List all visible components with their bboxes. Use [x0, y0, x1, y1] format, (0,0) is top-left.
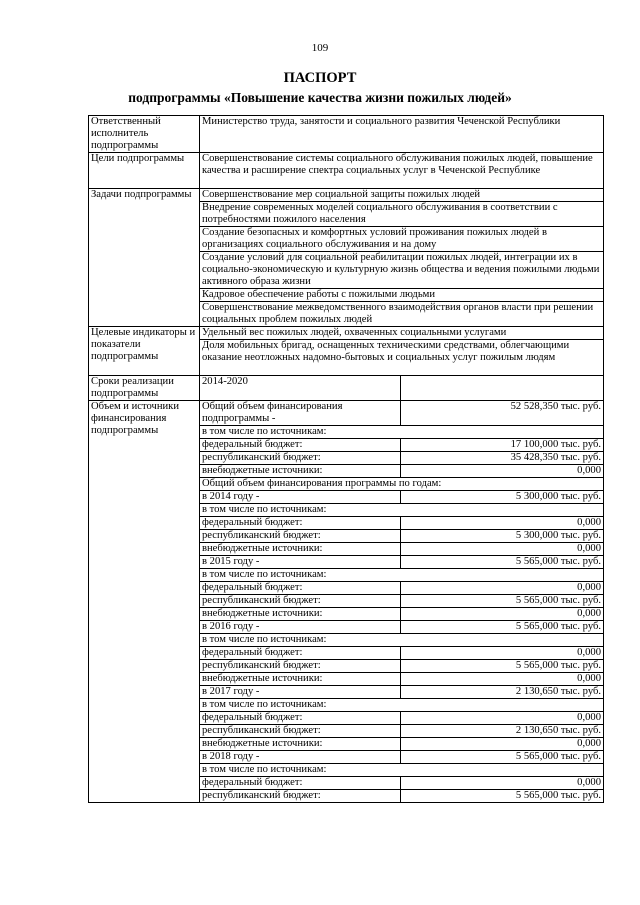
by-sources-label: в том числе по источникам: [200, 764, 604, 777]
year-total: 5 300,000 тыс. руб. [401, 491, 604, 504]
responsible-value: Министерство труда, занятости и социального развития Чеченской Республики [200, 116, 604, 153]
task-item: Создание условий для социальной реабилитации пожилых людей, интеграции их в социально-экономическую и культурную жизнь общества и ведения пожилыми людьми активного образа жизни [200, 252, 604, 289]
offbudget-label: внебюджетные источники: [200, 673, 401, 686]
offbudget-label: внебюджетные источники: [200, 608, 401, 621]
table-row [89, 153, 604, 189]
year-republic: 5 565,000 тыс. руб. [401, 660, 604, 673]
year-federal: 0,000 [401, 777, 604, 790]
task-item: Кадровое обеспечение работы с пожилыми людьми [200, 289, 604, 302]
offbudget-value: 0,000 [401, 465, 604, 478]
table-row [89, 189, 604, 202]
task-item: Создание безопасных и комфортных условий проживания пожилых людей в организациях социального обслуживания и на дому [200, 227, 604, 252]
indicator-item: Удельный вес пожилых людей, охваченных социальными услугами [200, 327, 604, 340]
republic-label: республиканский бюджет: [200, 790, 401, 803]
year-federal: 0,000 [401, 517, 604, 530]
funding-total-label: Общий объем финансирования подпрограммы - [200, 401, 401, 426]
year-republic: 5 565,000 тыс. руб. [401, 595, 604, 608]
terms-empty [401, 376, 604, 401]
offbudget-label: внебюджетные источники: [200, 543, 401, 556]
year-total: 5 565,000 тыс. руб. [401, 556, 604, 569]
year-total: 2 130,650 тыс. руб. [401, 686, 604, 699]
by-sources-label: в том числе по источникам: [200, 634, 604, 647]
by-sources-label: в том числе по источникам: [200, 504, 604, 517]
responsible-label: Ответственный исполнитель подпрограммы [89, 116, 200, 153]
passport-table [88, 115, 604, 803]
year-federal: 0,000 [401, 712, 604, 725]
table-row [89, 401, 604, 426]
federal-label: федеральный бюджет: [200, 777, 401, 790]
year-republic: 2 130,650 тыс. руб. [401, 725, 604, 738]
federal-value: 17 100,000 тыс. руб. [401, 439, 604, 452]
task-item: Совершенствование межведомственного взаимодействия органов власти при решении социальных проблем пожилых людей [200, 302, 604, 327]
federal-label: федеральный бюджет: [200, 712, 401, 725]
document-title: ПАСПОРТ [283, 70, 357, 86]
by-sources-label: в том числе по источникам: [200, 426, 604, 439]
document-subtitle: подпрограммы «Повышение качества жизни пожилых людей» [128, 90, 512, 105]
year-total: 5 565,000 тыс. руб. [401, 751, 604, 764]
federal-label: федеральный бюджет: [200, 582, 401, 595]
indicator-item: Доля мобильных бригад, оснащенных техническими средствами, облегчающими оказание неотложных надомно-бытовых и социальных услуг пожилым людям [200, 340, 604, 376]
year-republic: 5 300,000 тыс. руб. [401, 530, 604, 543]
federal-label: федеральный бюджет: [200, 517, 401, 530]
year-republic: 5 565,000 тыс. руб. [401, 790, 604, 803]
funding-total-value: 52 528,350 тыс. руб. [401, 401, 604, 426]
table-row [89, 116, 604, 153]
task-item: Совершенствование мер социальной защиты пожилых людей [200, 189, 604, 202]
republic-label: республиканский бюджет: [200, 660, 401, 673]
republic-label: республиканский бюджет: [200, 595, 401, 608]
table-row [89, 376, 604, 401]
year-label: в 2015 году - [200, 556, 401, 569]
offbudget-label: внебюджетные источники: [200, 738, 401, 751]
year-label: в 2014 году - [200, 491, 401, 504]
republic-label: республиканский бюджет: [200, 725, 401, 738]
funding-label: Объем и источники финансирования подпрограммы [89, 401, 200, 803]
by-sources-label: в том числе по источникам: [200, 569, 604, 582]
goals-label: Цели подпрограммы [89, 153, 200, 189]
year-label: в 2018 году - [200, 751, 401, 764]
terms-label: Сроки реализации подпрограммы [89, 376, 200, 401]
year-federal: 0,000 [401, 647, 604, 660]
page-number: 109 [311, 42, 329, 54]
goals-value: Совершенствование системы социального обслуживания пожилых людей, повышение качества и расширение спектра социальных услуг в Чеченской Республике [200, 153, 604, 189]
federal-label: федеральный бюджет: [200, 439, 401, 452]
indicators-label: Целевые индикаторы и показатели подпрограммы [89, 327, 200, 376]
year-label: в 2017 году - [200, 686, 401, 699]
republic-label: республиканский бюджет: [200, 452, 401, 465]
offbudget-label: внебюджетные источники: [200, 465, 401, 478]
year-offbudget: 0,000 [401, 673, 604, 686]
year-label: в 2016 году - [200, 621, 401, 634]
by-years-label: Общий объем финансирования программы по годам: [200, 478, 604, 491]
republic-value: 35 428,350 тыс. руб. [401, 452, 604, 465]
by-sources-label: в том числе по источникам: [200, 699, 604, 712]
tasks-label: Задачи подпрограммы [89, 189, 200, 327]
republic-label: республиканский бюджет: [200, 530, 401, 543]
year-offbudget: 0,000 [401, 543, 604, 556]
year-offbudget: 0,000 [401, 608, 604, 621]
federal-label: федеральный бюджет: [200, 647, 401, 660]
terms-value: 2014-2020 [200, 376, 401, 401]
task-item: Внедрение современных моделей социального обслуживания в соответствии с потребностями пожилого населения [200, 202, 604, 227]
year-offbudget: 0,000 [401, 738, 604, 751]
table-row [89, 327, 604, 340]
year-total: 5 565,000 тыс. руб. [401, 621, 604, 634]
year-federal: 0,000 [401, 582, 604, 595]
